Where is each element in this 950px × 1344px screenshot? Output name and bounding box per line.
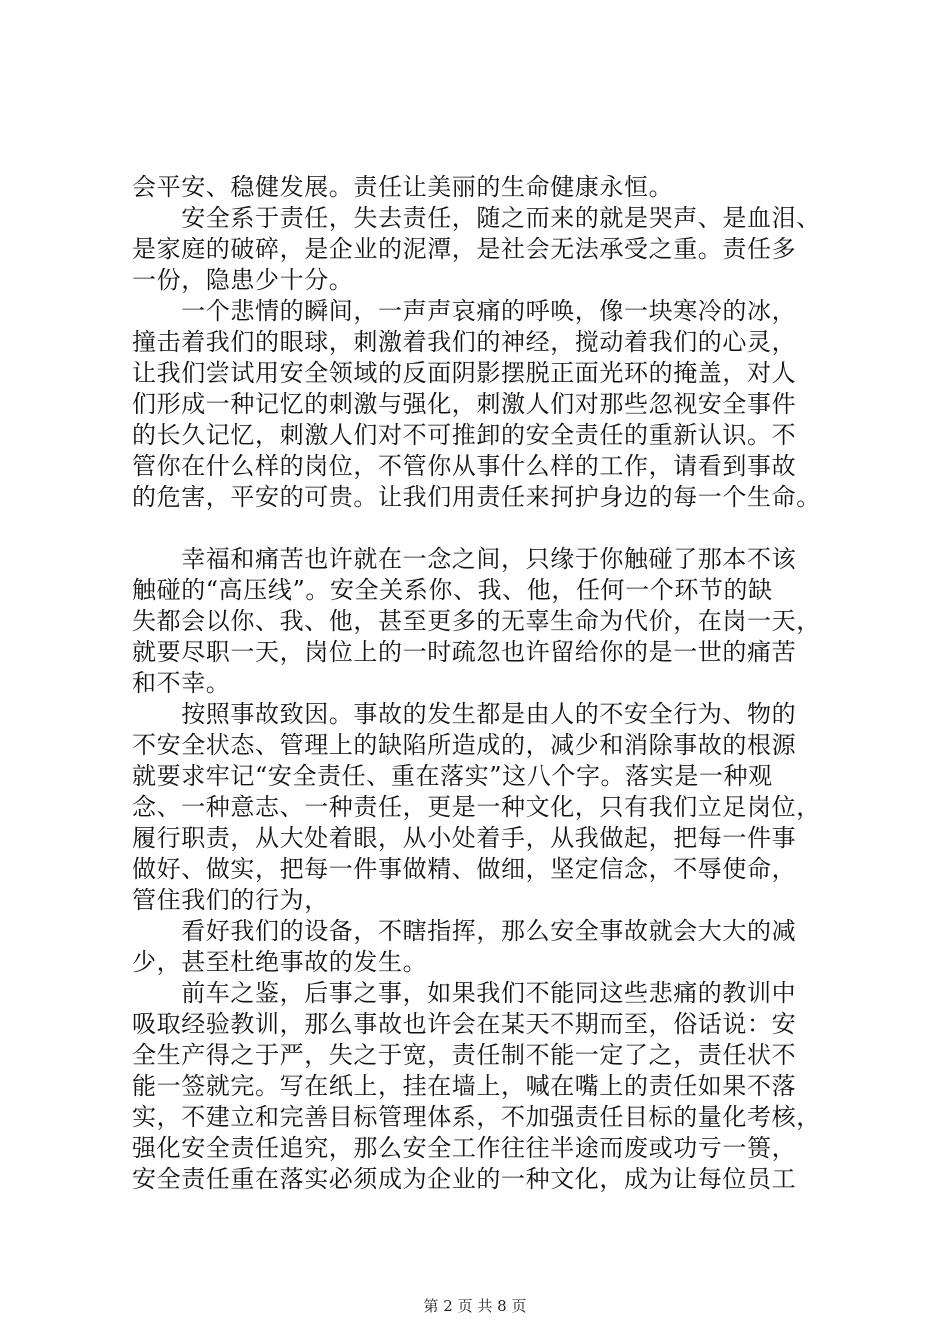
- text-line: 安全系于责任，失去责任，随之而来的就是哭声、是血泪、: [132, 204, 821, 232]
- text-line: 前车之鉴，后事之事，如果我们不能同这些悲痛的教训中: [132, 979, 797, 1007]
- text-line: 们形成一种记忆的刺激与强化，刺激人们对那些忽视安全事件: [132, 390, 797, 418]
- text-line: 看好我们的设备，不瞎指挥，那么安全事故就会大大的减: [132, 917, 797, 945]
- text-line: 能一签就完。写在纸上，挂在墙上，喊在嘴上的责任如果不落: [132, 1072, 797, 1100]
- text-line: 撞击着我们的眼球，刺激着我们的神经，搅动着我们的心灵，: [132, 328, 797, 356]
- page-number-footer: 第 2 页 共 8 页: [423, 1297, 527, 1315]
- text-line: 管住我们的行为，: [132, 886, 329, 914]
- text-line: 不安全状态、管理上的缺陷所造成的，减少和消除事故的根源: [132, 731, 797, 759]
- text-line: 履行职责，从大处着眼，从小处着手，从我做起，把每一件事: [132, 824, 797, 852]
- text-line: 管你在什么样的岗位，不管你从事什么样的工作，请看到事故: [132, 452, 797, 480]
- text-line: 全生产得之于严，失之于宽，责任制不能一定了之，责任状不: [132, 1041, 797, 1069]
- text-line: 让我们尝试用安全领域的反面阴影摆脱正面光环的掩盖，对人: [132, 359, 797, 387]
- text-line: 失都会以你、我、他，甚至更多的无辜生命为代价，在岗一天，: [132, 607, 821, 635]
- text-line: 吸取经验教训，那么事故也许会在某天不期而至，俗话说：安: [132, 1010, 797, 1038]
- text-line: 的危害，平安的可贵。让我们用责任来抲护身边的每一个生命。: [132, 483, 821, 511]
- text-line: 按照事故致因。事故的发生都是由人的不安全行为、物的: [132, 700, 797, 728]
- text-line: 和不幸。: [132, 669, 231, 697]
- text-line: 实，不建立和完善目标管理体系，不加强责任目标的量化考核，: [132, 1103, 821, 1131]
- text-line: 做好、做实，把每一件事做精、做细，坚定信念，不辱使命，: [132, 855, 797, 883]
- text-line: 是家庭的破碎，是企业的泥潭，是社会无法承受之重。责任多: [132, 235, 797, 263]
- text-line: 触碰的“高压线”。安全关系你、我、他，任何一个环节的缺: [132, 576, 773, 604]
- text-line: 安全责任重在落实必须成为企业的一种文化，成为让每位员工: [132, 1165, 797, 1193]
- document-body: [132, 172, 832, 1195]
- text-line: 的长久记忆，刺激人们对不可推卸的安全责任的重新认识。不: [132, 421, 797, 449]
- text-line: 念、一种意志、一种责任，更是一种文化，只有我们立足岗位，: [132, 793, 821, 821]
- text-line: 一个悲情的瞬间，一声声哀痛的呼唤，像一块寒冷的冰，: [132, 297, 797, 325]
- text-line: 强化安全责任追究，那么安全工作往往半途而废或功亏一篑，: [132, 1134, 797, 1162]
- text-line: 会平安、稳健发展。责任让美丽的生命健康永恒。: [132, 173, 674, 201]
- text-line: 幸福和痛苦也许就在一念之间，只缘于你触碰了那本不该: [132, 545, 797, 573]
- text-line: 一份，隐患少十分。: [132, 266, 354, 294]
- text-line: 少，甚至杜绝事故的发生。: [132, 948, 428, 976]
- text-line: 就要求牢记“安全责任、重在落实”这八个字。落实是一种观: [132, 762, 773, 790]
- blank-line: [132, 513, 832, 544]
- text-line: 就要尽职一天，岗位上的一时疏忽也许留给你的是一世的痛苦: [132, 638, 797, 666]
